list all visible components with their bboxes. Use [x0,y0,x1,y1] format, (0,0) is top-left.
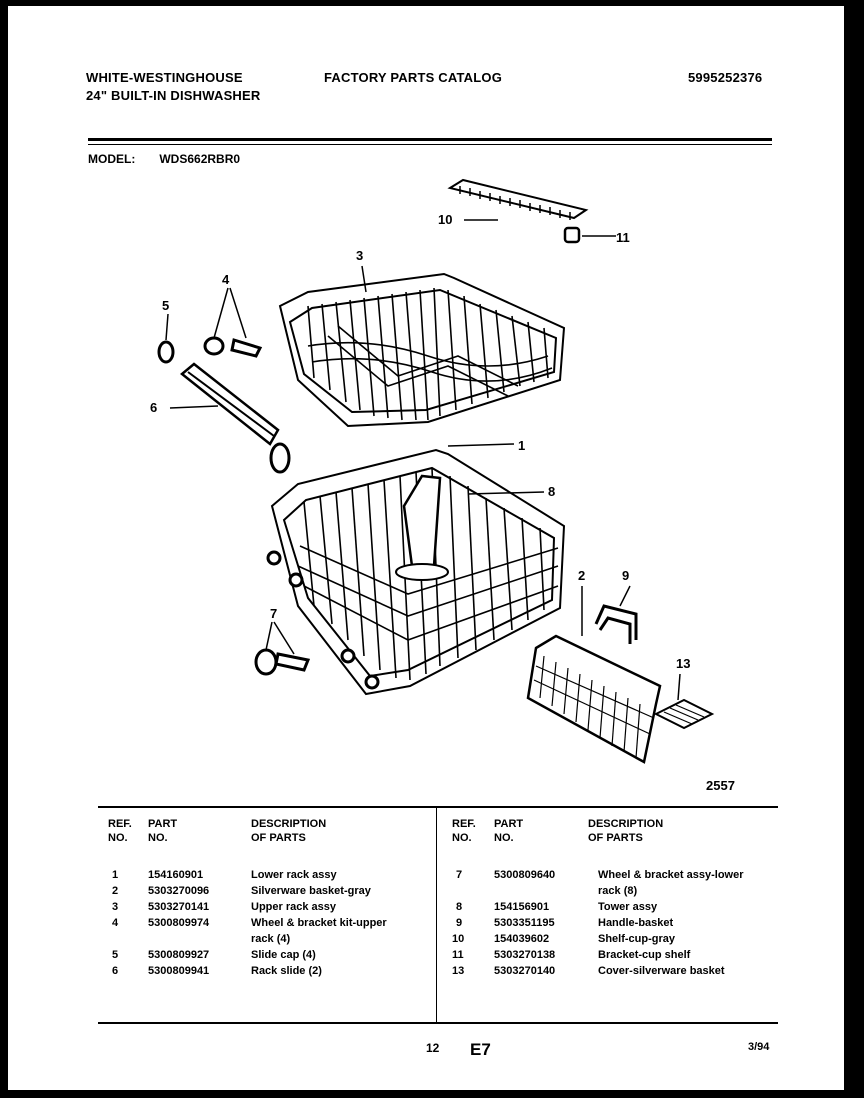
left-row-4-desc-cont: rack (4) [251,933,291,945]
left-row-5-desc: Slide cap (4) [251,949,316,961]
rack-slide-part [182,364,289,472]
left-row-5-ref: 5 [112,949,119,961]
callout-1: 1 [518,438,526,453]
right-row-3-ref: 9 [456,917,463,929]
silverware-basket-part [528,636,660,762]
left-row-3-desc: Upper rack assy [251,901,336,913]
callout-10: 10 [438,212,453,227]
right-row-4-ref: 10 [452,933,465,945]
right-row-4-desc: Shelf-cup-gray [598,933,676,945]
table-divider [436,808,437,1022]
left-row-1-desc: Lower rack assy [251,869,337,881]
left-row-2-ref: 2 [112,885,119,897]
right-row-5-part: 5303270138 [494,949,556,961]
table-top-rule [98,806,778,808]
brand-name: WHITE-WESTINGHOUSE [86,70,243,85]
callout-13: 13 [676,656,691,671]
left-row-1-ref: 1 [112,869,119,881]
right-row-2-part: 154156901 [494,901,550,913]
callout-9: 9 [622,568,630,583]
catalog-number: 5995252376 [688,70,763,85]
product-name: 24" BUILT-IN DISHWASHER [86,88,261,103]
left-row-2-part: 5303270096 [148,885,210,897]
basket-handle-part [596,606,636,644]
tower-part [404,476,440,566]
left-row-3-part: 5303270141 [148,901,210,913]
right-row-2-desc: Tower assy [598,901,658,913]
left-row-6-part: 5300809941 [148,965,210,977]
right-row-3-part: 5303351195 [494,917,555,929]
model-label: MODEL: [88,152,136,166]
left-row-6-desc: Rack slide (2) [251,965,322,977]
left-row-4-desc: Wheel & bracket kit-upper [251,917,387,929]
callout-2: 2 [578,568,586,583]
right-row-1-desc-cont: rack (8) [598,885,638,897]
right-row-6-desc: Cover-silverware basket [598,965,725,977]
right-row-2-ref: 8 [456,901,463,913]
left-row-3-ref: 3 [112,901,119,913]
callout-6: 6 [150,400,158,415]
revision-date: 3/94 [748,1041,770,1053]
right-row-6-part: 5303270140 [494,965,556,977]
callout-11: 11 [616,230,630,245]
right-row-3-desc: Handle-basket [598,917,674,929]
figure-number: 2557 [706,778,735,793]
parts-catalog-page [8,6,844,1090]
upper-wheel-bracket-part [205,338,260,356]
page-number: 12 [426,1041,440,1055]
left-row-4-ref: 4 [112,917,119,929]
right-row-4-part: 154039602 [494,933,550,945]
cup-shelf-part [450,180,586,220]
right-part-header: PART NO. [494,818,524,844]
lower-rack-part [268,450,564,694]
slide-cap-part [159,342,173,362]
upper-rack-part [280,274,564,426]
left-row-1-part: 154160901 [148,869,204,881]
callout-8: 8 [548,484,556,499]
lower-wheel-bracket-part [256,650,308,674]
right-desc-header: DESCRIPTION OF PARTS [588,818,664,844]
left-ref-header: REF. NO. [108,818,132,844]
left-desc-header: DESCRIPTION OF PARTS [251,818,327,844]
model-value: WDS662RBR0 [159,152,241,166]
left-row-6-ref: 6 [112,965,119,977]
section-code: E7 [470,1040,491,1059]
cup-shelf-bracket-part [565,228,579,242]
right-row-1-part: 5300809640 [494,869,556,881]
left-row-5-part: 5300809927 [148,949,210,961]
right-row-1-ref: 7 [456,869,463,881]
right-row-1-desc: Wheel & bracket assy-lower [598,869,744,881]
left-row-2-desc: Silverware basket-gray [251,885,371,897]
callout-7: 7 [270,606,278,621]
left-part-header: PART NO. [148,818,178,844]
exploded-parts-diagram [8,6,844,806]
right-row-5-ref: 11 [452,949,464,961]
catalog-title: FACTORY PARTS CATALOG [324,70,503,85]
right-ref-header: REF. NO. [452,818,476,844]
basket-cover-part [656,700,712,728]
callout-4: 4 [222,272,230,287]
callout-5: 5 [162,298,170,313]
callout-3: 3 [356,248,364,263]
right-row-5-desc: Bracket-cup shelf [598,949,691,961]
table-bottom-rule [98,1022,778,1024]
left-row-4-part: 5300809974 [148,917,210,929]
right-row-6-ref: 13 [452,965,465,977]
